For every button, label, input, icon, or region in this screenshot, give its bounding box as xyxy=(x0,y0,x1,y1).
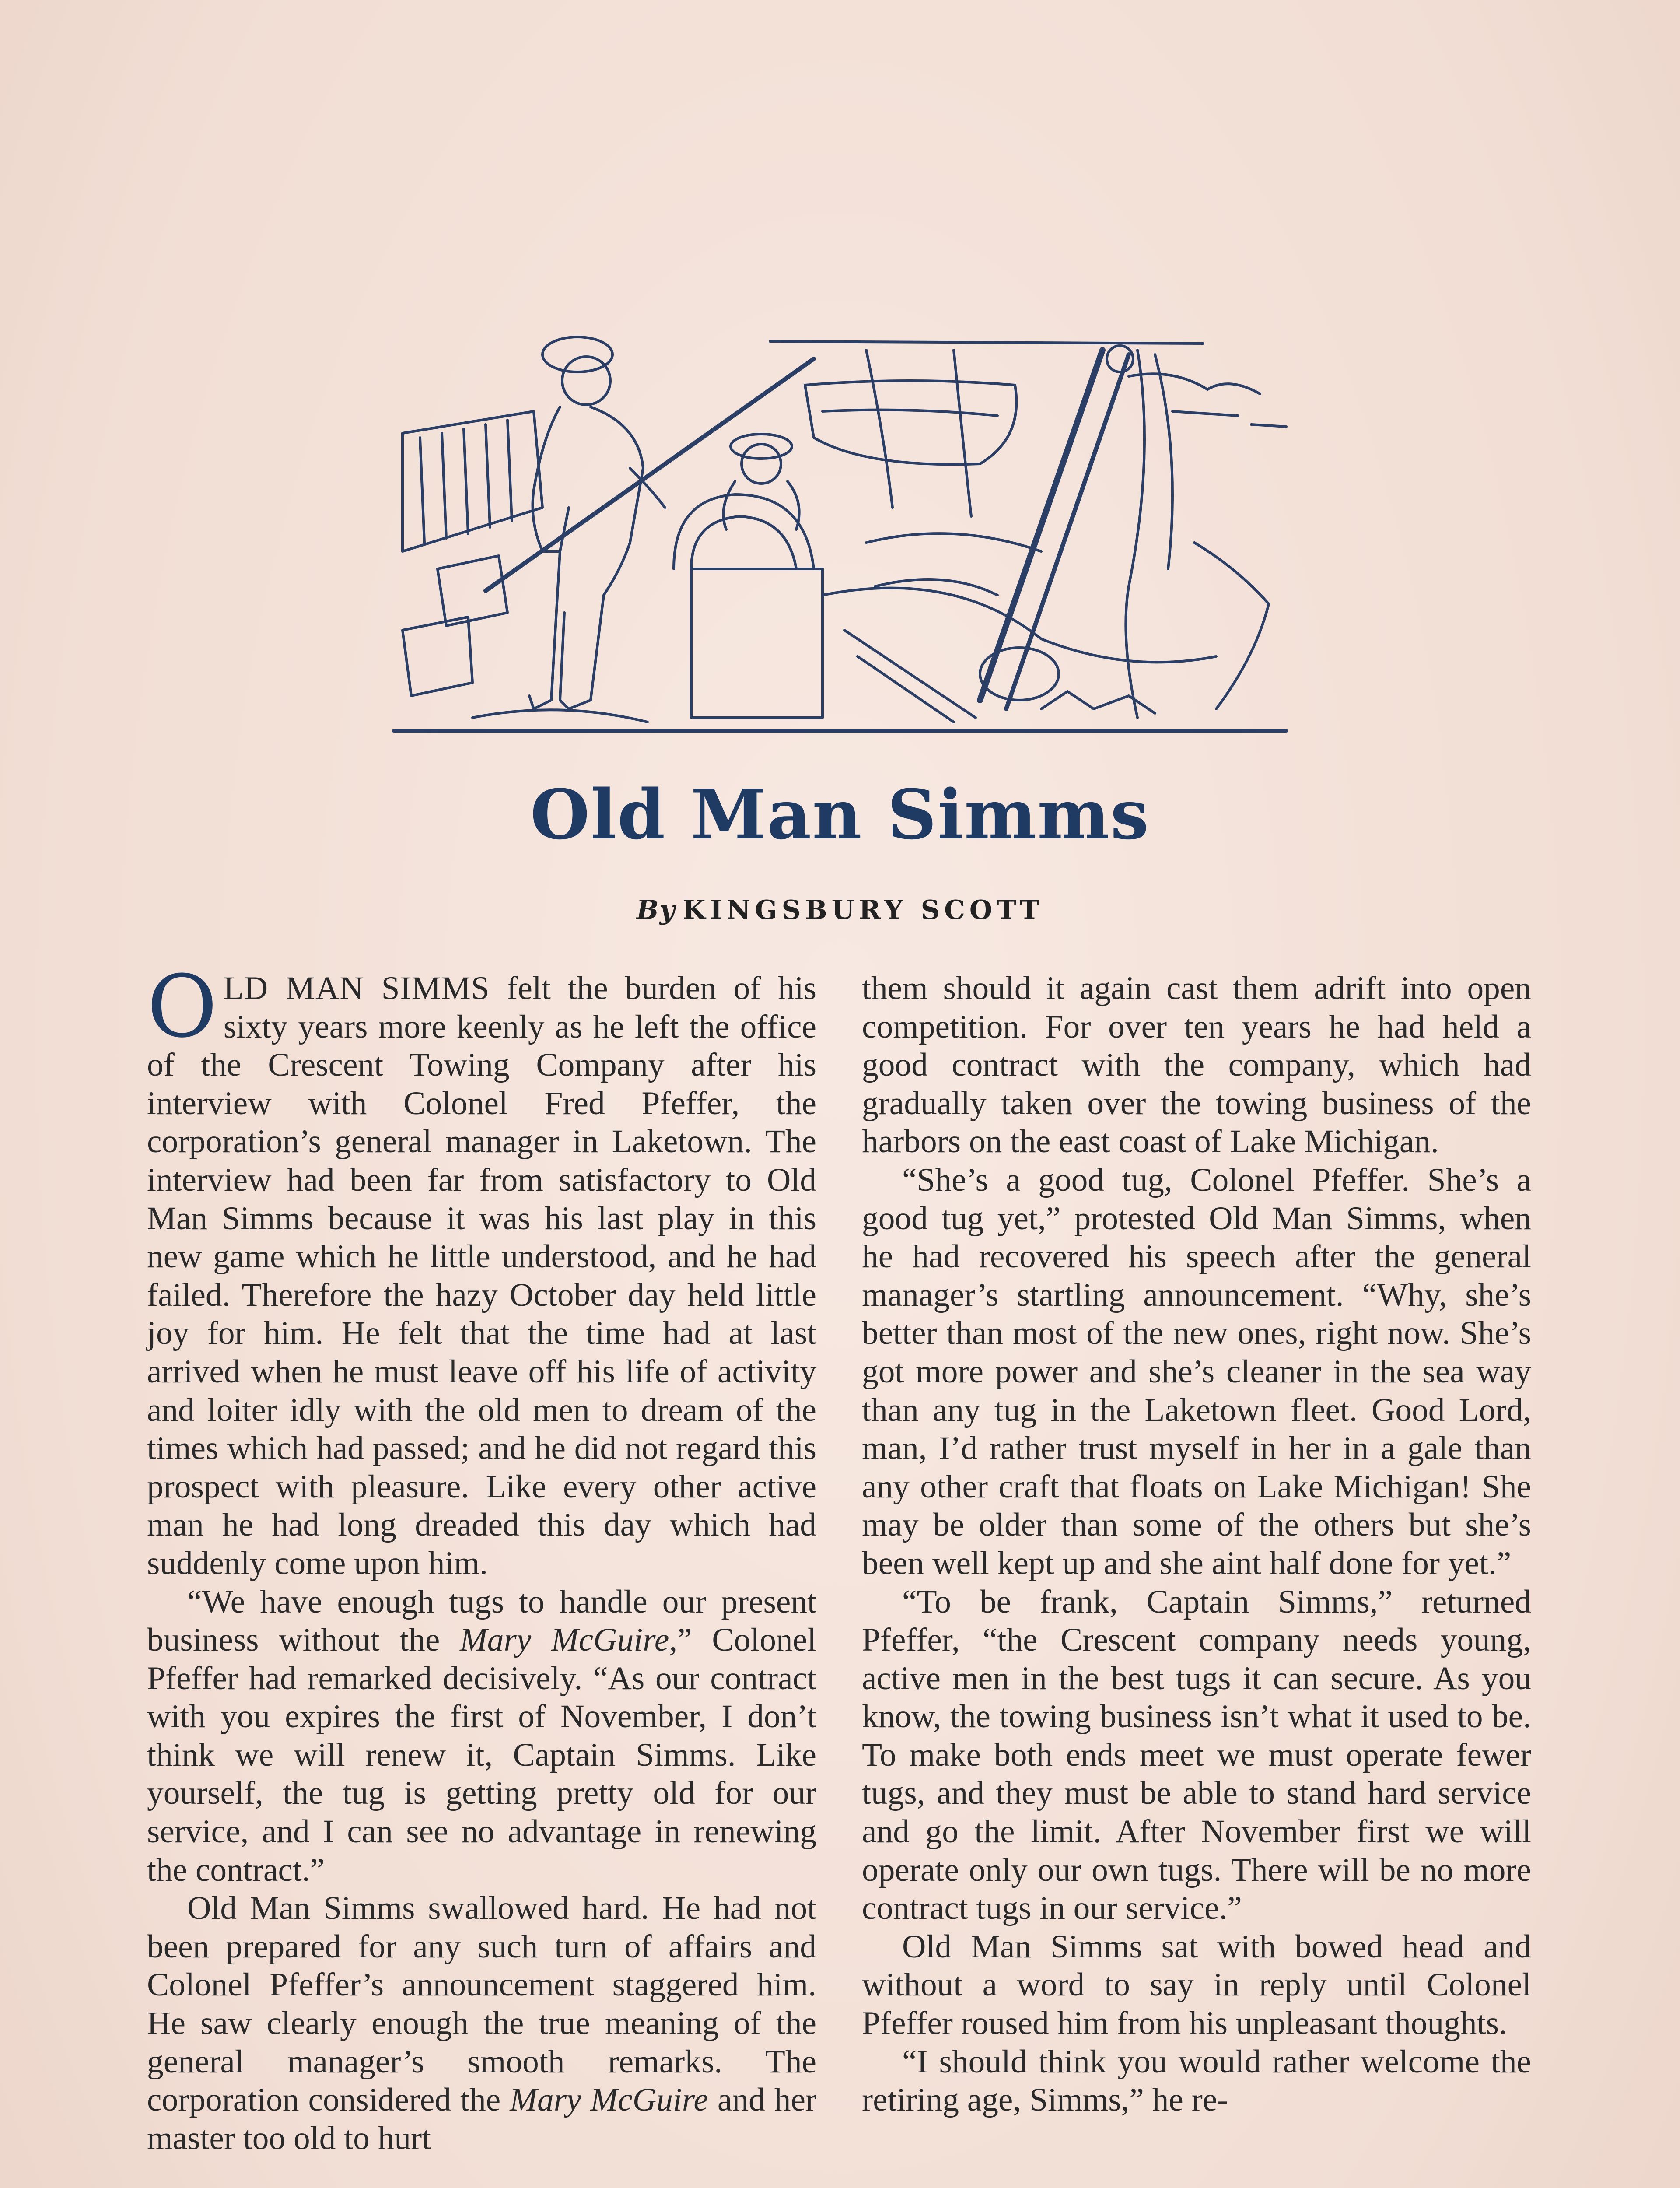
paragraph xyxy=(147,1889,816,2157)
paragraph-text: and her master too old to hurt xyxy=(147,2082,817,2156)
drop-cap: O xyxy=(147,957,217,1057)
tugboat-crew-illustration-icon xyxy=(385,324,1295,744)
paragraph: “I should think you would rather welcome the retiring age, Simms,” he re- xyxy=(862,2043,1531,2118)
byline xyxy=(0,895,1680,926)
left-column xyxy=(147,957,817,2188)
paragraph-text: felt the burden of his sixty years more keenly as he left the office of the Crescent Towing Company after his interview with Colonel Fred Pfeffer, the corporation’s general manager in Laketown. The interview had been far from satisfactory to Old Man Simms because it was his last play in this new game which he little understood, and he had failed. Therefore the hazy October day held little joy for him. He felt that the time had at last arrived when he must leave off his life of activity and loiter idly with the old men to dream of the times which had passed; and he did not regard this prospect with pleasure. Like every other active man he had long dreaded this day which had suddenly come upon him. xyxy=(147,970,816,1581)
paragraph: “She’s a good tug, Colonel Pfeffer. She’s a good tug yet,” protested Old Man Simms, when he had recovered his speech after the general manager’s startling announcement. “Why, she’s better than most of the new ones, right now. She’s got more power and she’s cleaner in the sea way than any tug in the Laketown fleet. Good Lord, man, I’d rather trust myself in her in a gale than any other craft that floats on Lake Michigan! She may be older than some of the others but she’s been well kept up and she aint half done for yet.” xyxy=(862,1161,1531,1581)
lead-in: LD MAN SIMMS xyxy=(223,970,490,1006)
article-title: Old Man Simms xyxy=(530,775,1150,855)
byline-prefix: By xyxy=(636,895,676,926)
ship-name: Mary McGuire, xyxy=(459,1622,678,1659)
paragraph-text: “We have enough tugs to handle our present business without the xyxy=(147,1583,816,1659)
paragraph: “To be frank, Captain Simms,” returned Pfeffer, “the Crescent company needs young, active men in the best tugs it can secure. As you know, the towing business isn’t what it used to be. To make both ends meet we must operate fewer tugs, and they must be able to stand hard service and go the limit. After November first we will operate only our own tugs. There will be no more contract tugs in our service.” xyxy=(862,1583,1531,1927)
paragraph xyxy=(147,1583,816,1890)
paragraph: Old Man Simms sat with bowed head and without a word to say in reply until Colonel Pfeffer roused him from his unpleasant thoughts. xyxy=(862,1928,1531,2042)
paragraph xyxy=(147,957,816,1583)
paragraph-text: Old Man Simms swallowed hard. He had not been prepared for any such turn of affairs and Colonel Pfeffer’s announcement staggered him. He saw clearly enough the true meaning of the general manager’s smooth remarks. The corporation considered the xyxy=(147,1890,816,2118)
author-name: KINGSBURY SCOTT xyxy=(682,895,1044,926)
ship-name: Mary McGuire xyxy=(510,2082,708,2118)
paragraph-text: ” Colonel Pfeffer had remarked decisively. “As our contract with you expires the first of November, I don’t think we will renew it, Captain Simms. Like yourself, the tug is getting pretty old for our service, and I can see no advantage in renewing the contract.” xyxy=(147,1622,816,1888)
right-column xyxy=(862,969,1531,2188)
paragraph: them should it again cast them adrift into open competition. For over ten years he had held a good contract with the company, which had gradually taken over the towing business of the harbors on the east coast of Lake Michigan. xyxy=(862,970,1531,1160)
